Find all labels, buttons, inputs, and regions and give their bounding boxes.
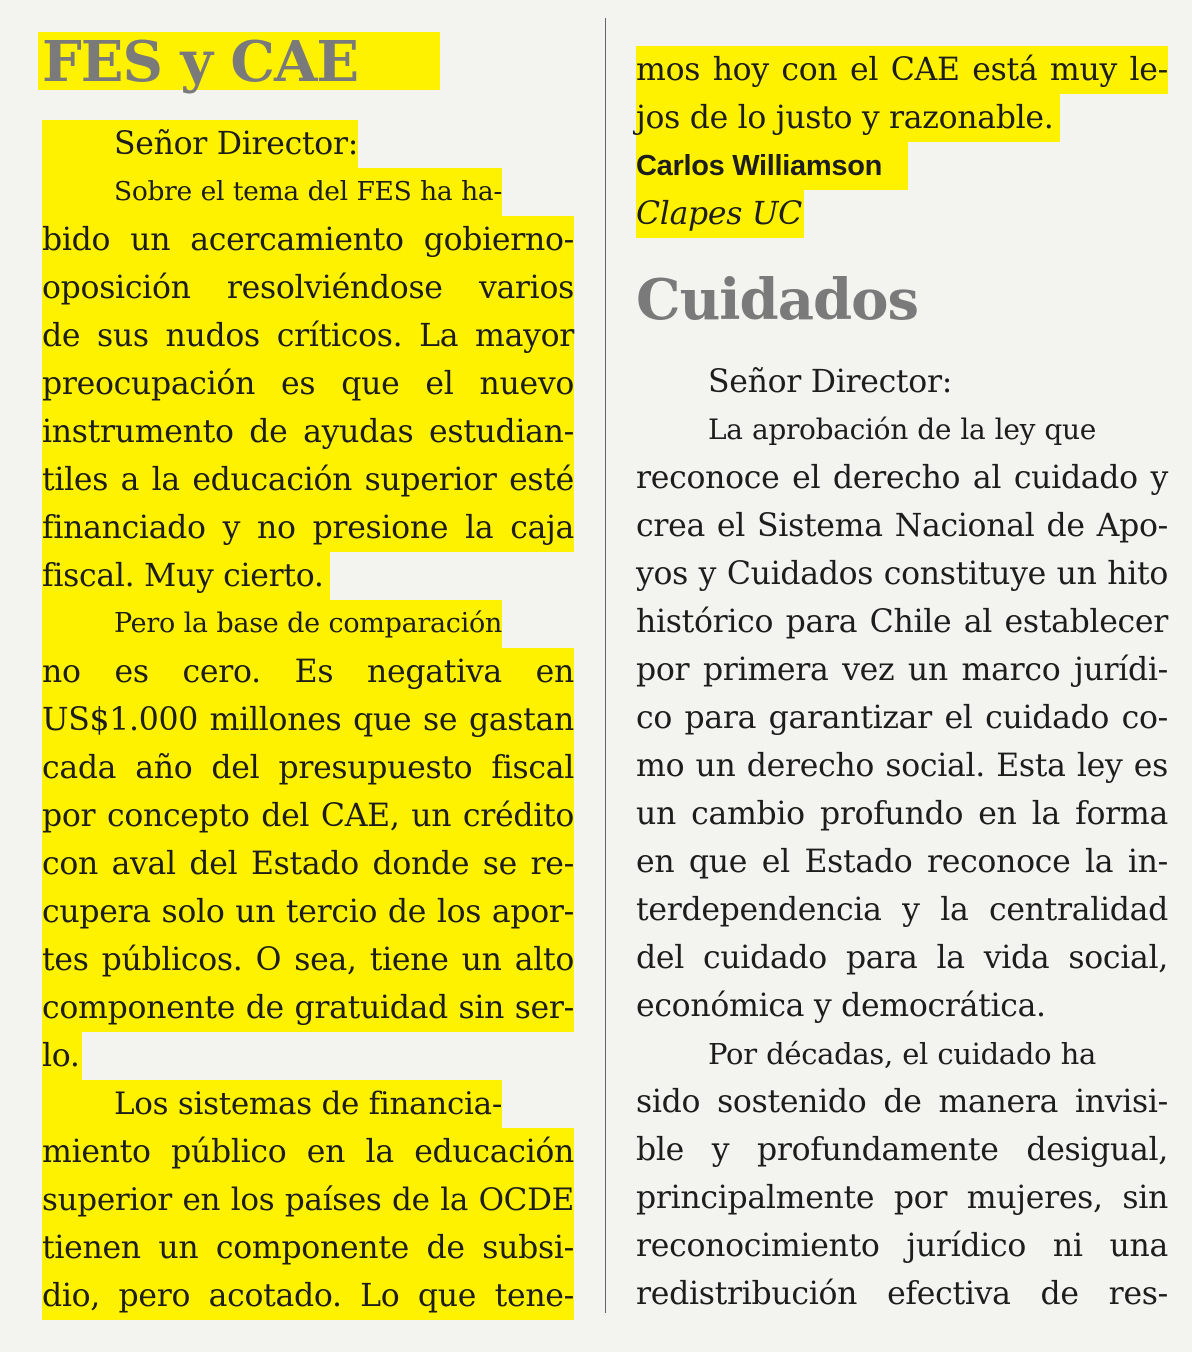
body-line: económica y democrática. <box>636 988 1046 1024</box>
body-line: en que el Estado reconoce la in- <box>636 844 1168 880</box>
body-line: terdependencia y la centralidad <box>636 892 1168 928</box>
body-line: reconoce el derecho al cuidado y <box>636 460 1168 496</box>
column-divider <box>605 18 606 1313</box>
continuation-line: jos de lo justo y razonable. <box>636 94 1060 142</box>
body-line: preocupación es que el nuevo <box>42 360 574 408</box>
headline-fes-y-cae: FES y CAE <box>38 32 440 90</box>
body-line: superior en los países de la OCDE <box>42 1176 574 1224</box>
body-line: tes públicos. O sea, tiene un alto <box>42 936 574 984</box>
salutation: Señor Director: <box>708 364 953 400</box>
body-line: miento público en la educación <box>42 1128 574 1176</box>
salutation: Señor Director: <box>42 120 358 168</box>
body-line: componente de gratuidad sin ser- <box>42 984 574 1032</box>
body-line: redistribución efectiva de res- <box>636 1276 1168 1312</box>
continuation-line: mos hoy con el CAE está muy le- <box>636 46 1168 94</box>
body-line: cada año del presupuesto fiscal <box>42 744 574 792</box>
body-line: cupera solo un tercio de los apor- <box>42 888 574 936</box>
body-line: Sobre el tema del FES ha ha- <box>42 168 502 216</box>
signature-name: Carlos Williamson <box>636 142 908 190</box>
body-line: Por décadas, el cuidado ha <box>708 1037 1096 1071</box>
body-line: instrumento de ayudas estudian- <box>42 408 574 456</box>
body-line: de sus nudos críticos. La mayor <box>42 312 574 360</box>
body-line: Los sistemas de financia- <box>42 1080 502 1128</box>
body-line: yos y Cuidados constituye un hito <box>636 556 1168 592</box>
headline-cuidados: Cuidados <box>636 267 919 333</box>
body-line: Pero la base de comparación <box>42 600 502 648</box>
body-line: sido sostenido de manera invisi- <box>636 1084 1168 1120</box>
body-line: oposición resolviéndose varios <box>42 264 574 312</box>
body-line: reconocimiento jurídico ni una <box>636 1228 1168 1264</box>
body-line: La aprobación de la ley que <box>708 413 1096 446</box>
body-line: del cuidado para la vida social, <box>636 940 1168 976</box>
body-line: co para garantizar el cuidado co- <box>636 700 1168 736</box>
body-line: con aval del Estado donde se re- <box>42 840 574 888</box>
body-line: por concepto del CAE, un crédito <box>42 792 574 840</box>
body-line: tiles a la educación superior esté <box>42 456 574 504</box>
body-line: crea el Sistema Nacional de Apo- <box>636 508 1168 544</box>
body-line: fiscal. Muy cierto. <box>42 552 330 600</box>
body-line: no es cero. Es negativa en <box>42 648 574 696</box>
body-line: bido un acercamiento gobierno- <box>42 216 574 264</box>
body-line: lo. <box>42 1032 82 1080</box>
body-line: dio, pero acotado. Lo que tene- <box>42 1272 574 1320</box>
body-line: histórico para Chile al establecer <box>636 604 1168 640</box>
body-line: mo un derecho social. Esta ley es <box>636 748 1168 784</box>
body-line: tienen un componente de subsi- <box>42 1224 574 1272</box>
body-line: US$1.000 millones que se gastan <box>42 696 574 744</box>
signature-affiliation: Clapes UC <box>636 190 804 238</box>
body-line: ble y profundamente desigual, <box>636 1132 1168 1168</box>
body-line: principalmente por mujeres, sin <box>636 1180 1168 1216</box>
body-line: por primera vez un marco jurídi- <box>636 652 1168 688</box>
body-line: un cambio profundo en la forma <box>636 796 1168 832</box>
body-line: financiado y no presione la caja <box>42 504 574 552</box>
